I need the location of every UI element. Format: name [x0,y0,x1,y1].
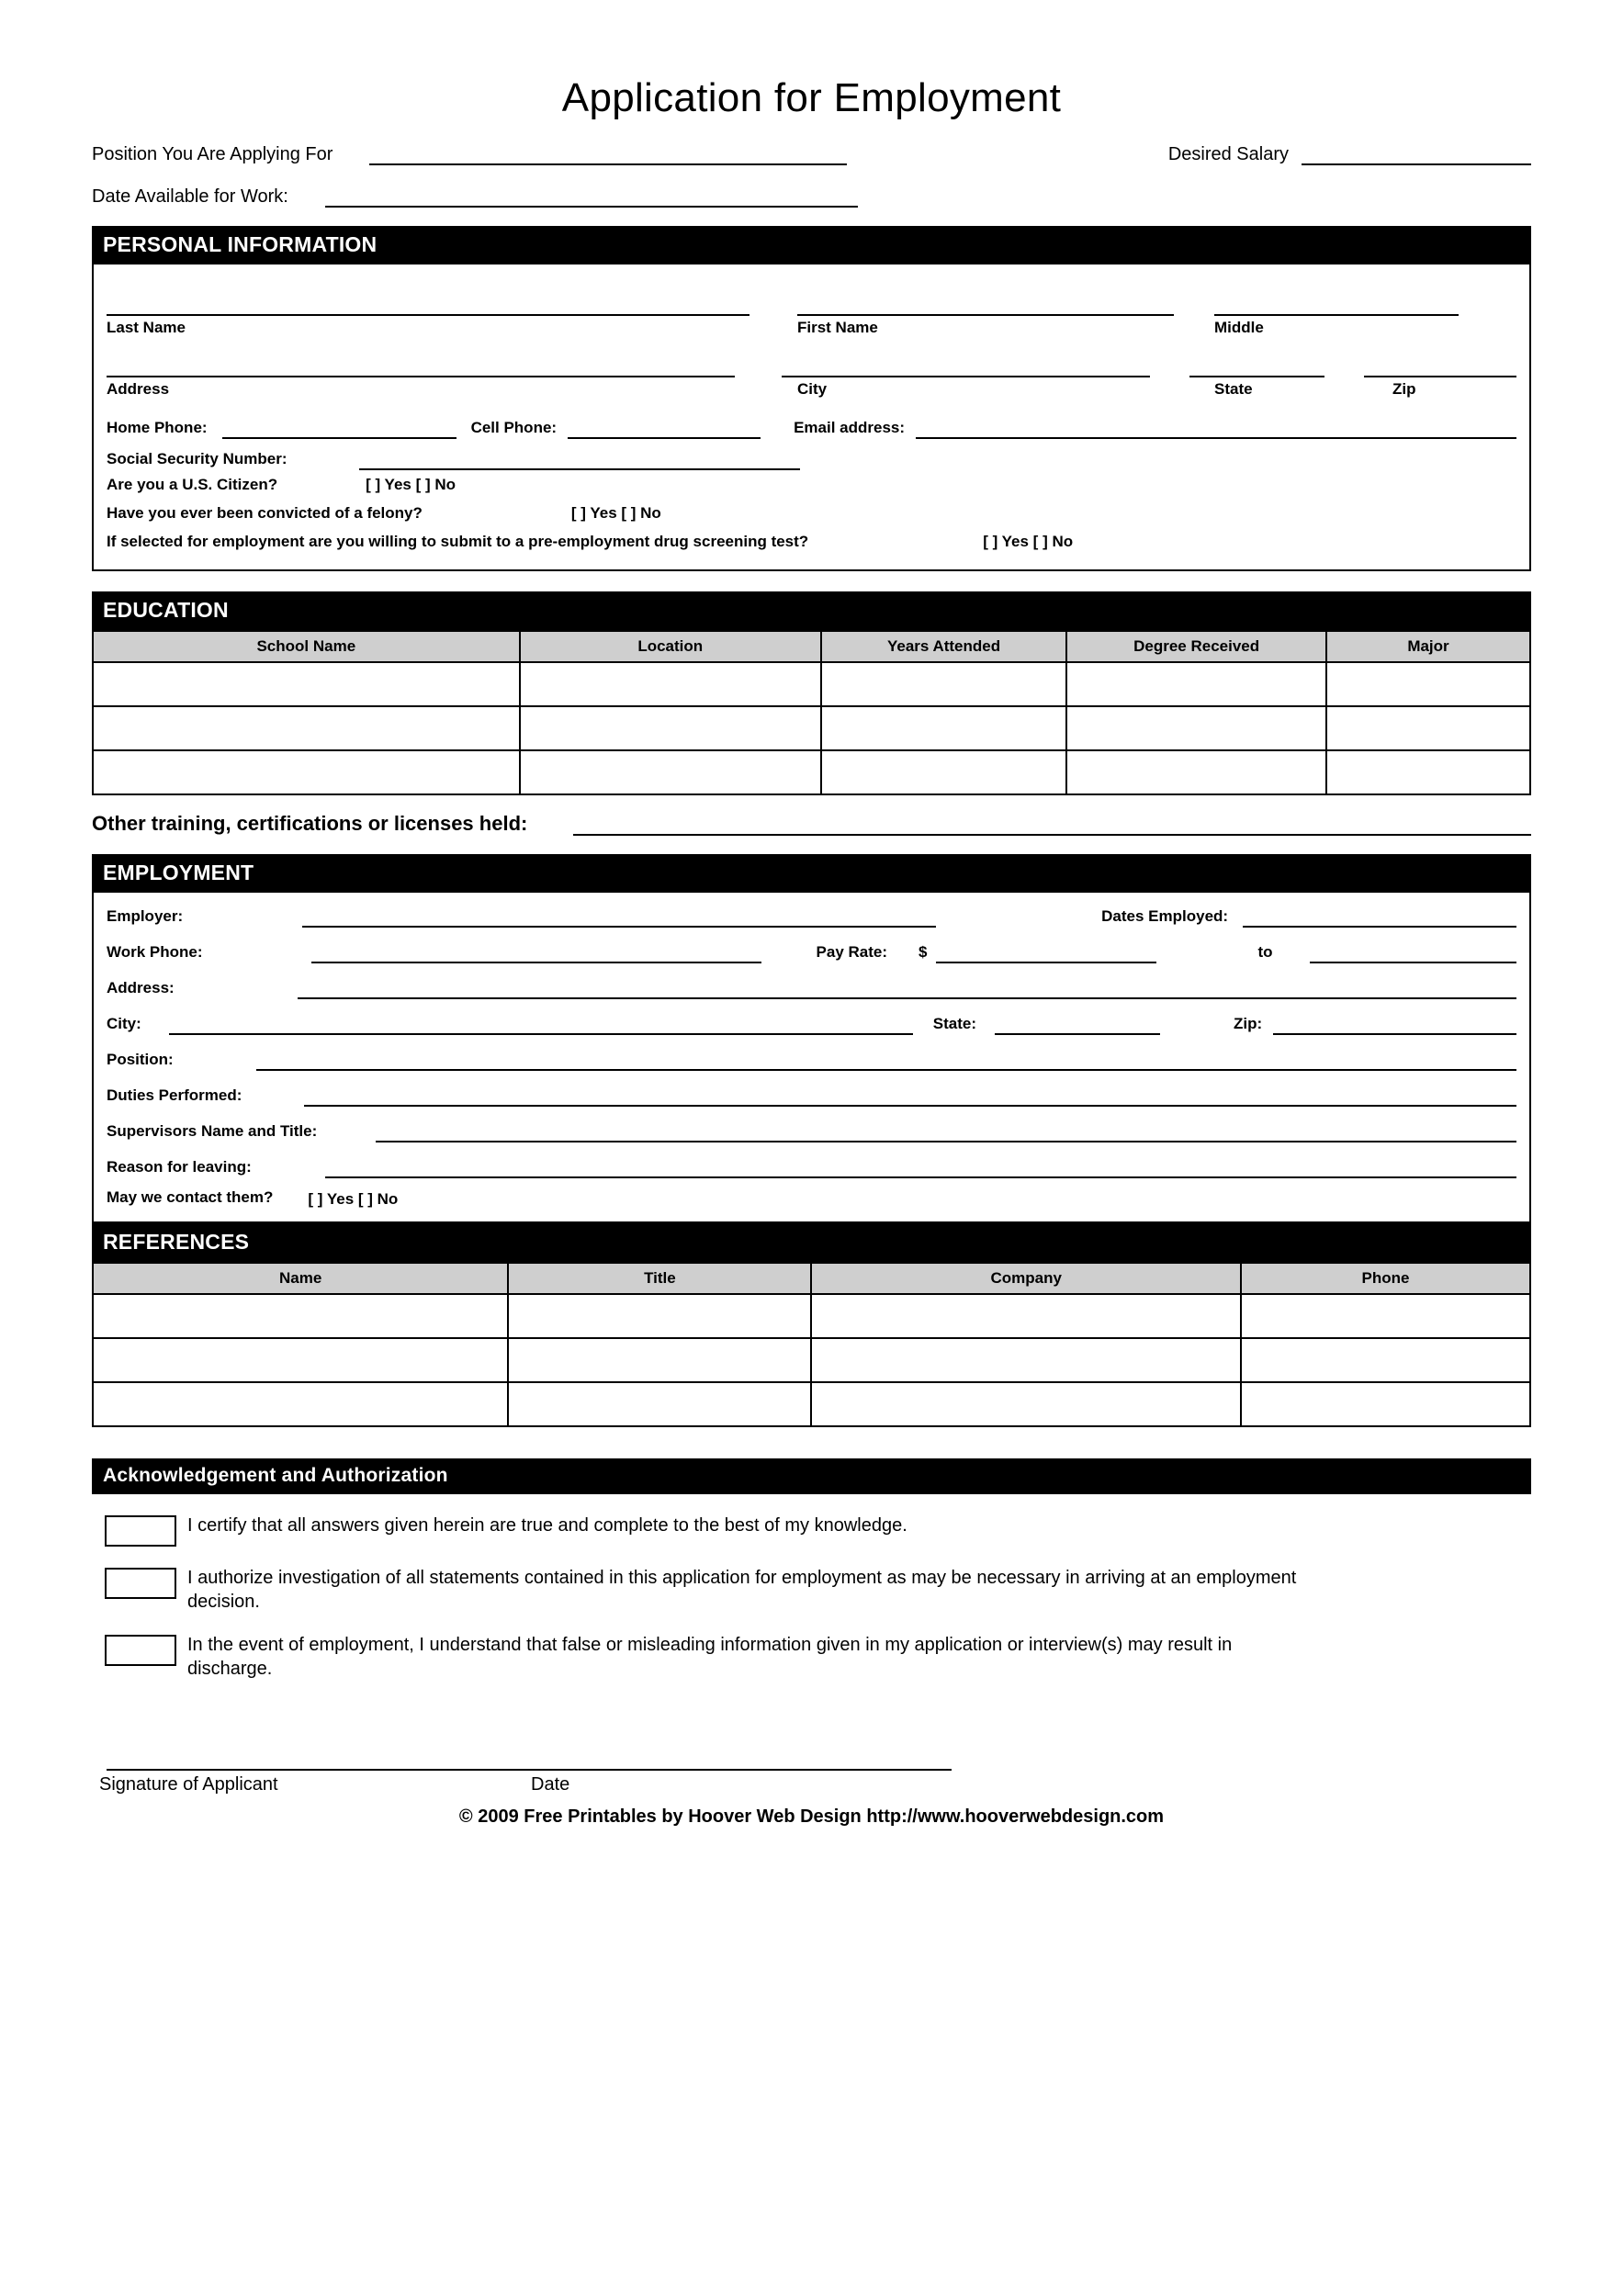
table-row [93,1294,1530,1338]
employer-zip-input[interactable] [1273,1009,1516,1035]
position-held-row [107,1045,1516,1071]
employer-row [107,902,1516,928]
employer-state-input[interactable] [995,1009,1160,1035]
education-cell[interactable] [520,750,821,794]
last-name-input[interactable] [107,290,750,316]
citizen-question-label: Are you a U.S. Citizen? [107,476,278,493]
work-phone-input[interactable] [311,938,761,963]
references-cell[interactable] [508,1382,811,1426]
employer-address-row [107,974,1516,999]
address-label: Address [107,380,170,398]
work-phone-row [107,938,1516,963]
education-cell[interactable] [520,706,821,750]
supervisor-input[interactable] [376,1117,1516,1142]
dates-employed-label: Dates Employed: [1101,907,1229,925]
footer-copyright: © 2009 Free Printables by Hoover Web Design http://www.hooverwebdesign.com [458,1806,1165,1828]
address-inputs-row [107,352,1516,377]
other-training-row [92,812,1531,836]
position-input[interactable] [369,141,847,165]
drug-screening-yes-no-checkboxes[interactable]: [ ] Yes [ ] No [983,533,1074,550]
pay-rate-input[interactable] [936,938,1156,963]
address-captions-row [107,380,1516,399]
desired-salary-label: Desired Salary [1167,144,1289,164]
references-cell[interactable] [93,1382,508,1426]
supervisor-row [107,1117,1516,1142]
education-cell[interactable] [821,750,1067,794]
reason-for-leaving-row [107,1153,1516,1178]
education-col-years-attended: Years Attended [821,631,1067,662]
signature-line[interactable] [107,1769,952,1771]
education-col-major: Major [1326,631,1530,662]
employer-state-label: State: [932,1015,977,1032]
references-cell[interactable] [811,1382,1241,1426]
table-row [93,750,1530,794]
acknowledgement-checkbox-3[interactable] [105,1635,176,1666]
ssn-label: Social Security Number: [107,450,287,467]
pay-rate-to-input[interactable] [1310,938,1516,963]
employer-input[interactable] [302,902,936,928]
city-label: City [797,380,828,398]
signature-of-applicant-label: Signature of Applicant [99,1774,278,1795]
references-header-row [93,1263,1530,1294]
dates-employed-input[interactable] [1243,902,1516,928]
section-header-personal-information: PERSONAL INFORMATION [92,226,1531,264]
felony-question-row [107,504,1516,523]
duties-row [107,1081,1516,1107]
acknowledgement-item-1 [105,1514,1531,1547]
education-header-row [93,631,1530,662]
table-row [93,662,1530,706]
drug-screening-question-label: If selected for employment are you willing to submit to a pre-employment drug screening test? [107,533,809,550]
name-inputs-row [107,290,1516,316]
education-cell[interactable] [1326,750,1530,794]
acknowledgement-checkbox-1[interactable] [105,1515,176,1547]
personal-information-section [92,264,1531,571]
education-cell[interactable] [821,662,1067,706]
cell-phone-input[interactable] [568,413,761,439]
acknowledgement-section [92,1458,1531,1681]
position-held-label: Position: [107,1051,174,1068]
state-label: State [1214,380,1253,398]
signature-date-label: Date [531,1774,570,1795]
education-table [92,630,1531,795]
name-captions-row [107,319,1516,337]
education-col-location: Location [520,631,821,662]
citizen-yes-no-checkboxes[interactable]: [ ] Yes [ ] No [366,476,456,493]
may-contact-yes-no-checkboxes[interactable]: [ ] Yes [ ] No [308,1190,399,1208]
education-cell[interactable] [1326,662,1530,706]
acknowledgement-item-3 [105,1634,1531,1681]
references-cell[interactable] [508,1338,811,1382]
acknowledgement-checkbox-2[interactable] [105,1568,176,1599]
reason-for-leaving-label: Reason for leaving: [107,1158,252,1176]
employer-label: Employer: [107,907,184,925]
ssn-input[interactable] [359,445,800,470]
other-training-input[interactable] [573,812,1531,836]
section-header-acknowledgement: Acknowledgement and Authorization [92,1458,1531,1494]
position-label: Position You Are Applying For [92,144,333,164]
ssn-row [107,445,1516,470]
references-col-title: Title [508,1263,811,1294]
position-held-input[interactable] [256,1045,1516,1071]
references-cell[interactable] [1241,1382,1530,1426]
references-col-name: Name [93,1263,508,1294]
may-contact-row [107,1188,1516,1209]
signature-section [92,1769,1531,1795]
position-row [92,141,1531,165]
education-cell[interactable] [93,662,520,706]
phones-row [107,413,1516,439]
zip-label: Zip [1392,380,1416,398]
to-label: to [1257,943,1273,961]
date-available-row [92,184,1531,208]
references-cell[interactable] [508,1294,811,1338]
duties-input[interactable] [304,1081,1516,1107]
pay-rate-currency: $ [919,943,928,961]
employer-city-input[interactable] [169,1009,913,1035]
table-row [93,1382,1530,1426]
drug-screening-question-row [107,533,1516,551]
page-title: Application for Employment [561,75,1062,120]
references-col-company: Company [811,1263,1241,1294]
section-header-education: EDUCATION [92,591,1531,630]
acknowledgement-text-2: I authorize investigation of all statements contained in this application for employment as may be necessary in arriving at an employment decision. [187,1568,1297,1612]
may-contact-label: May we contact them? [107,1188,274,1206]
section-header-references: REFERENCES [92,1223,1531,1262]
home-phone-label: Home Phone: [107,419,208,436]
references-table [92,1262,1531,1427]
employer-address-label: Address: [107,979,175,996]
middle-name-label: Middle [1214,319,1264,336]
reason-for-leaving-input[interactable] [325,1153,1516,1178]
supervisor-label: Supervisors Name and Title: [107,1122,318,1140]
education-cell[interactable] [821,706,1067,750]
citizen-question-row [107,476,1516,494]
cell-phone-label: Cell Phone: [470,419,558,436]
date-available-input[interactable] [325,184,858,208]
references-cell[interactable] [93,1294,508,1338]
work-phone-label: Work Phone: [107,943,203,961]
education-cell[interactable] [1326,706,1530,750]
desired-salary-input[interactable] [1302,141,1531,165]
pay-rate-label: Pay Rate: [816,943,888,961]
education-cell[interactable] [520,662,821,706]
references-cell[interactable] [93,1338,508,1382]
address-input[interactable] [107,352,735,377]
email-label: Email address: [794,419,906,436]
signature-captions [99,1774,1524,1795]
acknowledgement-text-3: In the event of employment, I understand that false or misleading information given in my application or interview(s) may result in discharge. [187,1635,1233,1679]
references-cell[interactable] [1241,1294,1530,1338]
middle-name-input[interactable] [1214,290,1459,316]
education-cell[interactable] [1066,706,1326,750]
education-col-degree-received: Degree Received [1066,631,1326,662]
date-available-label: Date Available for Work: [92,186,288,207]
section-header-employment: EMPLOYMENT [92,854,1531,893]
duties-label: Duties Performed: [107,1086,242,1104]
email-input[interactable] [916,413,1516,439]
last-name-label: Last Name [107,319,186,336]
references-col-phone: Phone [1241,1263,1530,1294]
other-training-label: Other training, certifications or licenses held: [92,812,528,835]
education-cell[interactable] [1066,662,1326,706]
employment-section [92,893,1531,1223]
references-cell[interactable] [811,1338,1241,1382]
references-cell[interactable] [811,1294,1241,1338]
state-input[interactable] [1189,352,1324,377]
home-phone-input[interactable] [222,413,456,439]
employer-zip-label: Zip: [1234,1015,1263,1032]
table-row [93,1338,1530,1382]
first-name-label: First Name [797,319,878,336]
city-input[interactable] [782,352,1150,377]
table-row [93,706,1530,750]
felony-yes-no-checkboxes[interactable]: [ ] Yes [ ] No [570,504,661,522]
education-col-school-name: School Name [93,631,520,662]
education-cell[interactable] [93,706,520,750]
employer-city-row [107,1009,1516,1035]
employer-address-input[interactable] [298,974,1516,999]
references-cell[interactable] [1241,1338,1530,1382]
zip-input[interactable] [1364,352,1516,377]
acknowledgement-item-2 [105,1567,1531,1614]
employer-city-label: City: [107,1015,141,1032]
education-cell[interactable] [1066,750,1326,794]
education-cell[interactable] [93,750,520,794]
first-name-input[interactable] [797,290,1174,316]
acknowledgement-text-1: I certify that all answers given herein are true and complete to the best of my knowledge. [187,1515,907,1536]
felony-question-label: Have you ever been convicted of a felony? [107,504,423,522]
